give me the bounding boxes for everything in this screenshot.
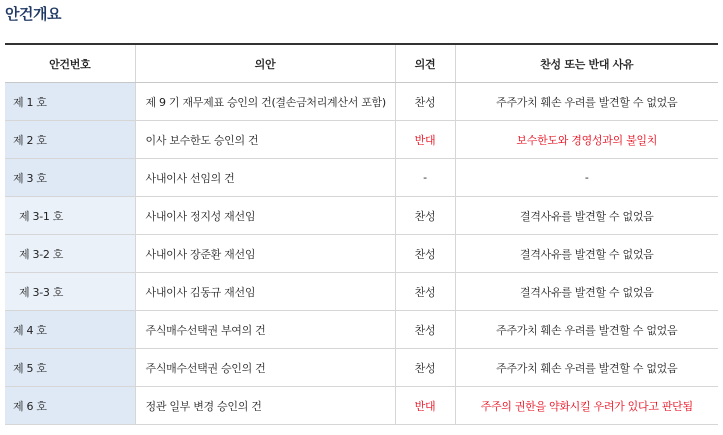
- opinion: 찬성: [395, 273, 455, 311]
- reason: 주주의 권한을 약화시킬 우려가 있다고 판단됨: [455, 387, 718, 425]
- agenda-number: 제 4 호: [5, 311, 135, 349]
- agenda-title: 사내이사 장준환 재선임: [135, 235, 395, 273]
- header-reason: 찬성 또는 반대 사유: [455, 44, 718, 83]
- opinion: 찬성: [395, 197, 455, 235]
- table-row: [5, 273, 718, 311]
- reason: 결격사유를 발견할 수 없었음: [455, 197, 718, 235]
- reason: 결격사유를 발견할 수 없었음: [455, 235, 718, 273]
- table-row: [5, 197, 718, 235]
- agenda-number: 제 5 호: [5, 349, 135, 387]
- table-row: [5, 121, 718, 159]
- section-title: 안건개요: [5, 5, 61, 23]
- reason: 결격사유를 발견할 수 없었음: [455, 273, 718, 311]
- agenda-number: 제 3-3 호: [5, 273, 135, 311]
- reason: 보수한도와 경영성과의 불일치: [455, 121, 718, 159]
- header-number: 안건번호: [5, 44, 135, 83]
- agenda-title: 정관 일부 변경 승인의 건: [135, 387, 395, 425]
- agenda-table: [5, 43, 718, 425]
- reason: 주주가치 훼손 우려를 발견할 수 없었음: [455, 349, 718, 387]
- agenda-title: 주식매수선택권 승인의 건: [135, 349, 395, 387]
- agenda-number: 제 3-1 호: [5, 197, 135, 235]
- reason: -: [455, 159, 718, 197]
- opinion: 찬성: [395, 349, 455, 387]
- reason: 주주가치 훼손 우려를 발견할 수 없었음: [455, 311, 718, 349]
- table-header-row: [5, 44, 718, 83]
- agenda-number: 제 3-2 호: [5, 235, 135, 273]
- agenda-title: 주식매수선택권 부여의 건: [135, 311, 395, 349]
- agenda-title: 사내이사 선임의 건: [135, 159, 395, 197]
- agenda-title: 사내이사 정지성 재선임: [135, 197, 395, 235]
- opinion: 반대: [395, 387, 455, 425]
- header-agenda: 의안: [135, 44, 395, 83]
- opinion: 찬성: [395, 311, 455, 349]
- table-row: [5, 311, 718, 349]
- table-row: [5, 235, 718, 273]
- agenda-number: 제 6 호: [5, 387, 135, 425]
- opinion: 반대: [395, 121, 455, 159]
- agenda-title: 제 9 기 재무제표 승인의 건(결손금처리계산서 포함): [135, 83, 395, 121]
- agenda-number: 제 2 호: [5, 121, 135, 159]
- opinion: -: [395, 159, 455, 197]
- reason: 주주가치 훼손 우려를 발견할 수 없었음: [455, 83, 718, 121]
- header-opinion: 의견: [395, 44, 455, 83]
- agenda-number: 제 3 호: [5, 159, 135, 197]
- table-row: [5, 349, 718, 387]
- table-row: [5, 83, 718, 121]
- agenda-number: 제 1 호: [5, 83, 135, 121]
- table-row: [5, 387, 718, 425]
- opinion: 찬성: [395, 235, 455, 273]
- agenda-title: 이사 보수한도 승인의 건: [135, 121, 395, 159]
- opinion: 찬성: [395, 83, 455, 121]
- table-row: [5, 159, 718, 197]
- agenda-title: 사내이사 김동규 재선임: [135, 273, 395, 311]
